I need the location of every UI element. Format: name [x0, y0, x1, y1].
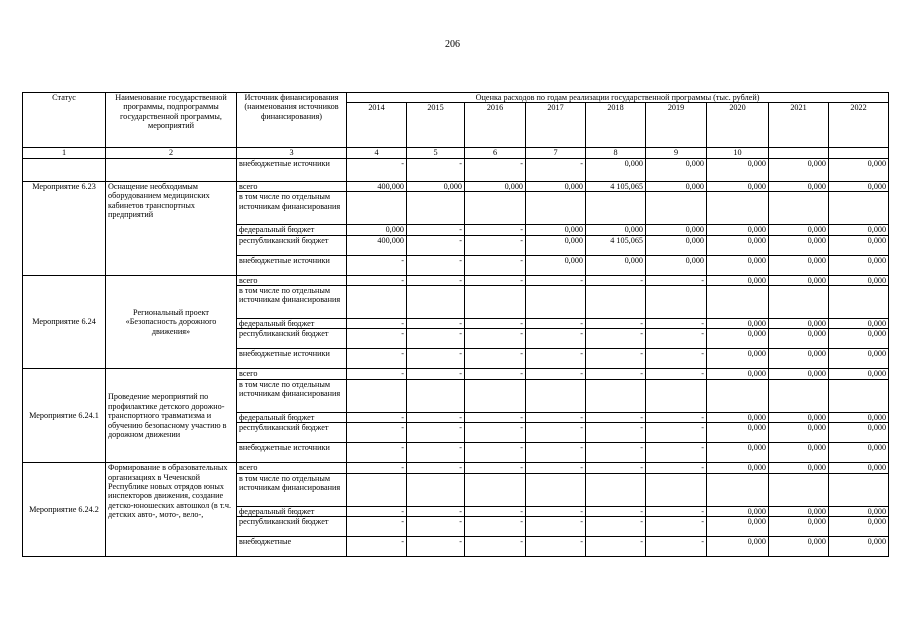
header-estimate: Оценка расходов по годам реализации государственной программы (тыс. рублей) — [347, 93, 889, 103]
value-cell: - — [465, 158, 526, 181]
value-cell: - — [586, 349, 646, 369]
value-cell: 0,000 — [829, 517, 889, 537]
value-cell: - — [586, 369, 646, 379]
value-cell: - — [526, 443, 586, 463]
value-cell: 0,000 — [707, 235, 769, 255]
table-body — [23, 158, 889, 556]
value-cell — [465, 379, 526, 412]
value-cell: 0,000 — [829, 235, 889, 255]
value-cell: 0,000 — [829, 329, 889, 349]
value-cell — [526, 379, 586, 412]
value-cell: - — [407, 319, 465, 329]
source-cell: внебюджетные источники — [237, 255, 347, 275]
value-cell: - — [347, 537, 407, 557]
table-row — [23, 181, 889, 191]
name-cell — [106, 158, 237, 181]
value-cell: - — [465, 255, 526, 275]
value-cell — [586, 286, 646, 319]
value-cell: - — [465, 412, 526, 422]
value-cell: - — [465, 329, 526, 349]
value-cell: 0,000 — [829, 443, 889, 463]
column-number: 9 — [646, 148, 707, 158]
value-cell: - — [347, 158, 407, 181]
value-cell: - — [586, 319, 646, 329]
column-number: 3 — [237, 148, 347, 158]
column-number — [769, 148, 829, 158]
value-cell — [646, 286, 707, 319]
value-cell — [526, 192, 586, 225]
source-cell: республиканский бюджет — [237, 517, 347, 537]
value-cell: - — [465, 443, 526, 463]
value-cell: - — [465, 369, 526, 379]
value-cell — [707, 286, 769, 319]
value-cell — [769, 286, 829, 319]
value-cell: - — [646, 369, 707, 379]
source-cell: в том числе по отдельным источникам финансирования — [237, 286, 347, 319]
value-cell: - — [646, 443, 707, 463]
value-cell: - — [526, 517, 586, 537]
source-cell: внебюджетные источники — [237, 349, 347, 369]
value-cell: - — [586, 537, 646, 557]
value-cell — [646, 192, 707, 225]
value-cell: 0,000 — [769, 369, 829, 379]
value-cell — [526, 473, 586, 506]
value-cell: - — [586, 275, 646, 285]
value-cell: - — [465, 423, 526, 443]
value-cell — [829, 379, 889, 412]
value-cell: - — [347, 349, 407, 369]
value-cell: - — [347, 517, 407, 537]
header-year: 2020 — [707, 103, 769, 148]
value-cell: - — [347, 329, 407, 349]
value-cell: - — [586, 412, 646, 422]
value-cell: - — [465, 517, 526, 537]
value-cell: 0,000 — [646, 255, 707, 275]
value-cell: 0,000 — [707, 423, 769, 443]
value-cell: 0,000 — [769, 537, 829, 557]
value-cell: 0,000 — [829, 463, 889, 473]
table-row — [23, 369, 889, 379]
source-cell: федеральный бюджет — [237, 506, 347, 516]
value-cell: 0,000 — [646, 158, 707, 181]
value-cell: 0,000 — [829, 369, 889, 379]
value-cell — [586, 192, 646, 225]
value-cell: 0,000 — [707, 329, 769, 349]
source-cell: внебюджетные источники — [237, 443, 347, 463]
source-cell: всего — [237, 181, 347, 191]
value-cell: - — [407, 423, 465, 443]
value-cell: 0,000 — [707, 349, 769, 369]
value-cell: 0,000 — [526, 181, 586, 191]
value-cell: 0,000 — [829, 319, 889, 329]
value-cell: - — [407, 275, 465, 285]
value-cell: - — [586, 443, 646, 463]
value-cell — [769, 379, 829, 412]
source-cell: внебюджетные источники — [237, 158, 347, 181]
value-cell: - — [347, 275, 407, 285]
source-cell: всего — [237, 275, 347, 285]
value-cell — [407, 473, 465, 506]
value-cell: 0,000 — [829, 181, 889, 191]
value-cell: 0,000 — [646, 181, 707, 191]
value-cell: 0,000 — [829, 158, 889, 181]
value-cell — [347, 473, 407, 506]
value-cell: 0,000 — [769, 517, 829, 537]
source-cell: республиканский бюджет — [237, 235, 347, 255]
value-cell: 0,000 — [526, 235, 586, 255]
value-cell — [769, 473, 829, 506]
value-cell: - — [526, 423, 586, 443]
value-cell — [707, 473, 769, 506]
value-cell — [829, 286, 889, 319]
value-cell: 0,000 — [829, 412, 889, 422]
value-cell: 0,000 — [769, 225, 829, 235]
value-cell: - — [526, 158, 586, 181]
value-cell: 0,000 — [707, 158, 769, 181]
value-cell — [829, 473, 889, 506]
value-cell: 0,000 — [526, 255, 586, 275]
value-cell: - — [347, 369, 407, 379]
value-cell: 0,000 — [769, 275, 829, 285]
header-year: 2019 — [646, 103, 707, 148]
header-year: 2016 — [465, 103, 526, 148]
value-cell: 0,000 — [707, 506, 769, 516]
status-cell: Мероприятие 6.24 — [23, 275, 106, 369]
value-cell: 4 105,065 — [586, 181, 646, 191]
value-cell: - — [526, 463, 586, 473]
value-cell — [407, 192, 465, 225]
value-cell: 0,000 — [586, 158, 646, 181]
value-cell — [407, 286, 465, 319]
value-cell: - — [586, 329, 646, 349]
value-cell — [407, 379, 465, 412]
value-cell — [347, 379, 407, 412]
value-cell — [347, 286, 407, 319]
header-year: 2018 — [586, 103, 646, 148]
value-cell: 0,000 — [829, 423, 889, 443]
value-cell: 0,000 — [769, 319, 829, 329]
value-cell: - — [347, 506, 407, 516]
table-row — [23, 463, 889, 473]
value-cell: 0,000 — [707, 369, 769, 379]
column-number: 1 — [23, 148, 106, 158]
header-year: 2017 — [526, 103, 586, 148]
column-number: 6 — [465, 148, 526, 158]
value-cell: - — [646, 319, 707, 329]
column-number: 10 — [707, 148, 769, 158]
source-cell: всего — [237, 369, 347, 379]
value-cell: 0,000 — [707, 275, 769, 285]
value-cell: - — [646, 506, 707, 516]
header-year: 2014 — [347, 103, 407, 148]
value-cell: 0,000 — [586, 255, 646, 275]
value-cell: - — [526, 349, 586, 369]
value-cell: 0,000 — [769, 329, 829, 349]
value-cell: 0,000 — [769, 255, 829, 275]
value-cell — [646, 379, 707, 412]
value-cell: 0,000 — [407, 181, 465, 191]
budget-table — [22, 92, 889, 557]
value-cell: - — [407, 349, 465, 369]
source-cell: республиканский бюджет — [237, 329, 347, 349]
value-cell: - — [586, 517, 646, 537]
value-cell: 0,000 — [646, 225, 707, 235]
value-cell: 0,000 — [707, 463, 769, 473]
value-cell: - — [646, 537, 707, 557]
source-cell: всего — [237, 463, 347, 473]
carry-over-row — [23, 158, 889, 181]
header-year: 2021 — [769, 103, 829, 148]
value-cell: 400,000 — [347, 235, 407, 255]
value-cell: - — [407, 463, 465, 473]
value-cell: 0,000 — [829, 225, 889, 235]
value-cell: - — [526, 412, 586, 422]
value-cell: - — [646, 349, 707, 369]
page-number: 206 — [445, 39, 460, 50]
source-cell: в том числе по отдельным источникам финансирования — [237, 379, 347, 412]
value-cell: - — [465, 275, 526, 285]
header-status: Статус — [23, 93, 106, 148]
column-number: 4 — [347, 148, 407, 158]
value-cell: - — [526, 319, 586, 329]
value-cell: - — [646, 423, 707, 443]
value-cell: 0,000 — [829, 255, 889, 275]
value-cell: - — [407, 506, 465, 516]
value-cell: - — [526, 506, 586, 516]
value-cell: - — [465, 537, 526, 557]
value-cell: 0,000 — [829, 537, 889, 557]
header-year: 2015 — [407, 103, 465, 148]
header-source: Источник финансирования (наименования источников финансирования) — [237, 93, 347, 148]
value-cell: 0,000 — [769, 158, 829, 181]
value-cell: - — [586, 506, 646, 516]
value-cell: 0,000 — [769, 412, 829, 422]
value-cell: 0,000 — [465, 181, 526, 191]
status-cell: Мероприятие 6.23 — [23, 181, 106, 275]
value-cell: 0,000 — [829, 506, 889, 516]
value-cell — [465, 286, 526, 319]
value-cell: 0,000 — [769, 443, 829, 463]
value-cell — [586, 379, 646, 412]
value-cell — [347, 192, 407, 225]
value-cell: 0,000 — [707, 181, 769, 191]
value-cell: 0,000 — [707, 537, 769, 557]
value-cell: - — [407, 158, 465, 181]
status-cell: Мероприятие 6.24.1 — [23, 369, 106, 463]
column-number: 2 — [106, 148, 237, 158]
value-cell: - — [347, 412, 407, 422]
value-cell: 0,000 — [769, 463, 829, 473]
value-cell: 0,000 — [707, 443, 769, 463]
value-cell: 0,000 — [707, 517, 769, 537]
value-cell: 4 105,065 — [586, 235, 646, 255]
value-cell: - — [407, 537, 465, 557]
value-cell: - — [465, 225, 526, 235]
status-cell — [23, 158, 106, 181]
value-cell: - — [526, 275, 586, 285]
column-number: 7 — [526, 148, 586, 158]
name-cell: Оснащение необходимым оборудованием медицинских кабинетов транспортных предприятий — [106, 181, 237, 275]
value-cell — [707, 379, 769, 412]
value-cell: 0,000 — [769, 349, 829, 369]
value-cell: 0,000 — [707, 255, 769, 275]
column-number: 5 — [407, 148, 465, 158]
value-cell: - — [646, 463, 707, 473]
source-cell: внебюджетные — [237, 537, 347, 557]
value-cell: - — [407, 443, 465, 463]
name-cell: Формирование в образовательных организациях в Чеченской Республике новых отрядов юных инспекторов движения, создание детско-юношеских автошкол (в т.ч. детских авто-, мото-, вело-, — [106, 463, 237, 557]
value-cell — [769, 192, 829, 225]
source-cell: в том числе по отдельным источникам финансирования — [237, 192, 347, 225]
value-cell: - — [407, 412, 465, 422]
value-cell: - — [407, 517, 465, 537]
value-cell: - — [465, 506, 526, 516]
source-cell: федеральный бюджет — [237, 225, 347, 235]
value-cell: - — [465, 235, 526, 255]
source-cell: федеральный бюджет — [237, 319, 347, 329]
source-cell: республиканский бюджет — [237, 423, 347, 443]
value-cell — [465, 473, 526, 506]
value-cell: - — [347, 423, 407, 443]
value-cell: - — [526, 369, 586, 379]
value-cell: 0,000 — [829, 349, 889, 369]
value-cell: - — [646, 517, 707, 537]
value-cell: - — [526, 329, 586, 349]
table-row — [23, 275, 889, 285]
value-cell: - — [407, 225, 465, 235]
value-cell: 0,000 — [347, 225, 407, 235]
source-cell: федеральный бюджет — [237, 412, 347, 422]
value-cell: 0,000 — [769, 423, 829, 443]
value-cell: - — [347, 255, 407, 275]
value-cell — [465, 192, 526, 225]
value-cell — [707, 192, 769, 225]
value-cell: 0,000 — [526, 225, 586, 235]
value-cell: 0,000 — [769, 235, 829, 255]
value-cell: - — [465, 463, 526, 473]
column-number-row — [23, 148, 889, 158]
value-cell: - — [407, 369, 465, 379]
value-cell: 0,000 — [707, 319, 769, 329]
value-cell: - — [347, 463, 407, 473]
column-number — [829, 148, 889, 158]
header-year: 2022 — [829, 103, 889, 148]
value-cell: 400,000 — [347, 181, 407, 191]
value-cell: - — [646, 275, 707, 285]
value-cell: - — [407, 255, 465, 275]
value-cell: - — [646, 329, 707, 349]
value-cell: 0,000 — [769, 506, 829, 516]
value-cell: - — [407, 235, 465, 255]
value-cell: - — [586, 463, 646, 473]
value-cell — [829, 192, 889, 225]
value-cell — [586, 473, 646, 506]
column-number: 8 — [586, 148, 646, 158]
value-cell: - — [465, 349, 526, 369]
value-cell — [526, 286, 586, 319]
header-program-name: Наименование государственной программы, подпрограммы государственной программы, мероприятий — [106, 93, 237, 148]
value-cell: - — [407, 329, 465, 349]
value-cell: 0,000 — [707, 225, 769, 235]
value-cell: - — [586, 423, 646, 443]
value-cell: 0,000 — [646, 235, 707, 255]
value-cell: 0,000 — [586, 225, 646, 235]
value-cell: - — [347, 443, 407, 463]
value-cell: 0,000 — [769, 181, 829, 191]
name-cell: Региональный проект «Безопасность дорожного движения» — [106, 275, 237, 369]
value-cell: - — [646, 412, 707, 422]
value-cell: - — [347, 319, 407, 329]
value-cell — [646, 473, 707, 506]
status-cell: Мероприятие 6.24.2 — [23, 463, 106, 557]
name-cell: Проведение мероприятий по профилактике детского дорожно-транспортного травматизма и обучению безопасному участию в дорожном движении — [106, 369, 237, 463]
value-cell: 0,000 — [707, 412, 769, 422]
value-cell: - — [526, 537, 586, 557]
source-cell: в том числе по отдельным источникам финансирования — [237, 473, 347, 506]
value-cell: - — [465, 319, 526, 329]
value-cell: 0,000 — [829, 275, 889, 285]
